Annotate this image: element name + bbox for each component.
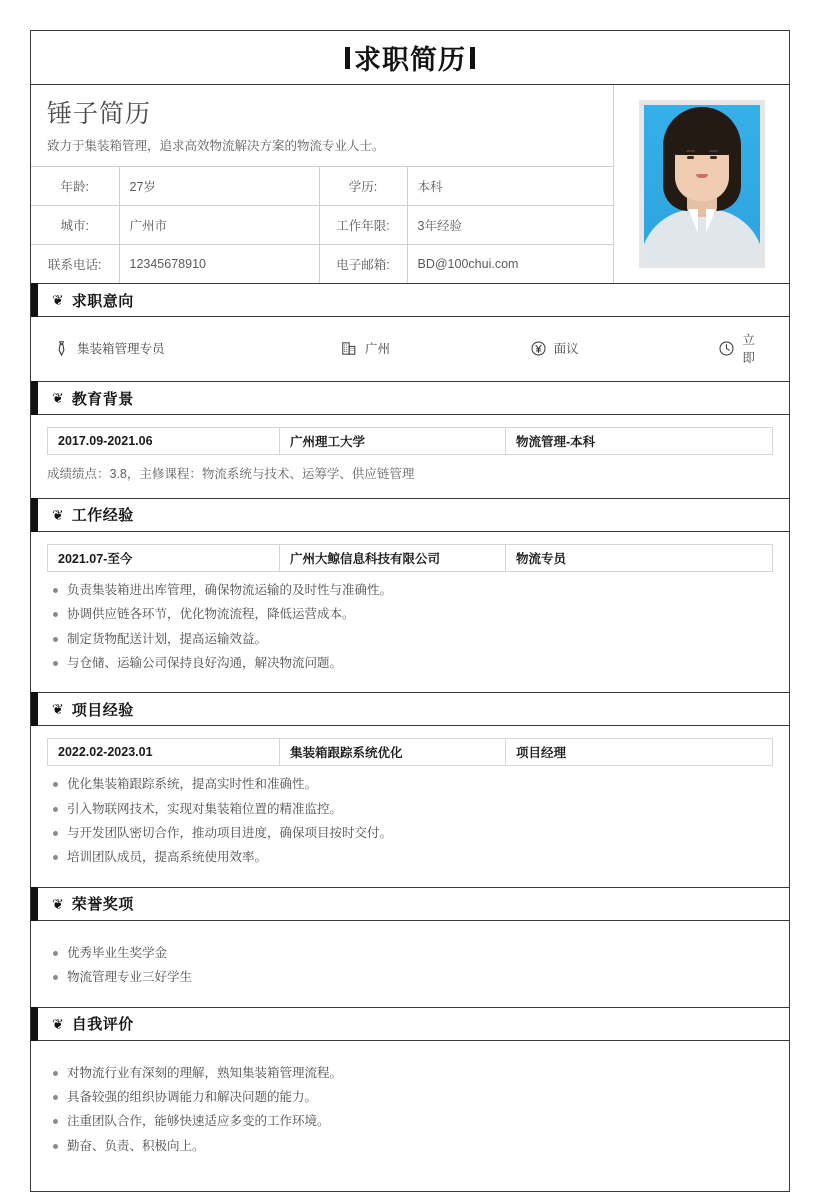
work-entry-header — [47, 544, 773, 572]
necktie-icon — [53, 340, 70, 357]
table-row — [31, 166, 613, 205]
list-item: 对物流行业有深刻的理解，熟知集装箱管理流程。 — [47, 1064, 773, 1083]
list-item: 制定货物配送计划，提高运输效益。 — [47, 630, 773, 649]
intention-salary — [530, 339, 719, 357]
honors-block — [31, 921, 789, 1007]
diamond-icon: ❦ — [52, 390, 64, 406]
section-header-selfeval — [31, 1007, 789, 1041]
profile-summary: 致力于集装箱管理，追求高效物流解决方案的物流专业人士。 — [47, 139, 385, 153]
selfeval-bullets — [47, 1064, 773, 1157]
section-accent-bar — [31, 887, 38, 921]
table-row — [31, 205, 613, 244]
project-block — [31, 726, 789, 887]
avatar — [639, 100, 765, 268]
block-spacer — [47, 1161, 773, 1177]
section-title-education: 教育背景 — [71, 390, 134, 408]
diamond-icon: ❦ — [52, 1015, 64, 1032]
photo-collar-right — [706, 209, 716, 233]
info-label-experience: 工作年限: — [319, 205, 407, 244]
diamond-icon: ❦ — [52, 292, 64, 308]
info-value-education: 本科 — [407, 166, 613, 205]
profile-name-block — [31, 85, 613, 166]
intention-position — [53, 339, 341, 357]
project-bullets — [47, 775, 773, 868]
info-label-city: 城市: — [31, 205, 119, 244]
info-value-experience: 3年经验 — [407, 205, 613, 244]
title-right-bar-icon — [470, 47, 475, 69]
education-meta: 成绩绩点：3.8，主修课程：物流系统与技术、运筹学、供应链管理 — [47, 467, 415, 481]
section-accent-bar — [31, 381, 38, 415]
education-block — [31, 415, 789, 498]
info-label-email: 电子邮箱: — [319, 244, 407, 283]
info-value-age: 27岁 — [119, 166, 319, 205]
profile-info-table — [31, 166, 613, 284]
work-date: 2021.07-至今 — [48, 545, 280, 571]
photo-brow-left — [686, 150, 695, 152]
list-item: 具备较强的组织协调能力和解决问题的能力。 — [47, 1088, 773, 1107]
diamond-icon: ❦ — [52, 701, 64, 718]
list-item: 物流管理专业三好学生 — [47, 968, 773, 987]
list-item: 与仓储、运输公司保持良好沟通，解决物流问题。 — [47, 654, 773, 673]
diamond-icon: ❦ — [52, 506, 64, 523]
selfeval-block — [31, 1041, 789, 1192]
education-entry-header — [47, 427, 773, 455]
info-label-education: 学历: — [319, 166, 407, 205]
profile-photo-cell — [614, 85, 789, 283]
list-item: 协调供应链各环节，优化物流流程，降低运营成本。 — [47, 605, 773, 624]
intention-city-label: 广州 — [364, 342, 390, 356]
education-school: 广州理工大学 — [280, 428, 506, 454]
photo-eye-right — [710, 156, 717, 159]
list-item: 注重团队合作，能够快速适应多变的工作环境。 — [47, 1112, 773, 1131]
section-title-honors: 荣誉奖项 — [71, 896, 134, 914]
info-value-city: 广州市 — [119, 205, 319, 244]
list-item: 负责集装箱进出库管理，确保物流运输的及时性与准确性。 — [47, 581, 773, 600]
section-accent-bar — [31, 1007, 38, 1041]
list-item: 勤奋、负责、积极向上。 — [47, 1137, 773, 1156]
project-date: 2022.02-2023.01 — [48, 739, 280, 765]
diamond-icon: ❦ — [52, 895, 64, 912]
section-header-work — [31, 498, 789, 532]
intention-row — [31, 317, 789, 381]
project-entry-header — [47, 738, 773, 766]
list-item: 引入物联网技术，实现对集装箱位置的精准监控。 — [47, 800, 773, 819]
work-bullets — [47, 581, 773, 674]
info-label-phone: 联系电话: — [31, 244, 119, 283]
project-name: 集装箱跟踪系统优化 — [280, 739, 506, 765]
document-title-text: 求职简历 — [354, 45, 466, 75]
section-header-intention — [31, 283, 789, 317]
work-block — [31, 532, 789, 693]
document-title — [341, 38, 479, 77]
intention-city — [341, 339, 530, 357]
section-title-intention: 求职意向 — [71, 292, 134, 310]
intention-availability-label: 立即 — [742, 333, 755, 365]
profile-header — [31, 85, 789, 283]
list-item: 与开发团队密切合作，推动项目进度，确保项目按时交付。 — [47, 824, 773, 843]
list-item: 优化集装箱跟踪系统，提高实时性和准确性。 — [47, 775, 773, 794]
resume-frame — [30, 30, 790, 1192]
section-title-project: 项目经验 — [71, 701, 134, 719]
education-date: 2017.09-2021.06 — [48, 428, 280, 454]
section-title-selfeval: 自我评价 — [71, 1016, 134, 1033]
honors-bullets — [47, 944, 773, 988]
section-header-honors — [31, 887, 789, 921]
section-accent-bar — [31, 692, 38, 726]
section-title-work: 工作经验 — [71, 507, 134, 525]
section-accent-bar — [31, 283, 38, 317]
photo-eye-left — [687, 156, 694, 159]
section-accent-bar — [31, 498, 38, 532]
table-row — [31, 244, 613, 283]
section-header-project — [31, 692, 789, 726]
profile-left — [31, 85, 614, 283]
list-item: 培训团队成员，提高系统使用效率。 — [47, 848, 773, 867]
project-role: 项目经理 — [516, 746, 567, 761]
education-major: 物流管理-本科 — [516, 435, 596, 449]
photo-collar-left — [688, 209, 698, 233]
work-company: 广州大鲸信息科技有限公司 — [280, 545, 506, 571]
info-value-email: BD@100chui.com — [407, 244, 613, 283]
work-role: 物流专员 — [516, 551, 567, 566]
info-value-phone: 12345678910 — [119, 244, 319, 283]
info-label-age: 年龄: — [31, 166, 119, 205]
section-header-education — [31, 381, 789, 415]
list-item: 优秀毕业生奖学金 — [47, 944, 773, 963]
intention-position-label: 集装箱管理专员 — [77, 342, 165, 356]
intention-availability — [718, 330, 767, 366]
document-title-band — [31, 31, 789, 85]
clock-icon — [718, 340, 735, 357]
photo-brow-right — [709, 150, 718, 152]
title-left-bar-icon — [345, 47, 350, 69]
intention-salary-label: 面议 — [553, 342, 579, 356]
yuan-circle-icon — [530, 340, 547, 357]
photo-hair-top — [671, 123, 733, 155]
building-icon — [341, 340, 358, 357]
profile-name: 锤子简历 — [47, 100, 152, 128]
